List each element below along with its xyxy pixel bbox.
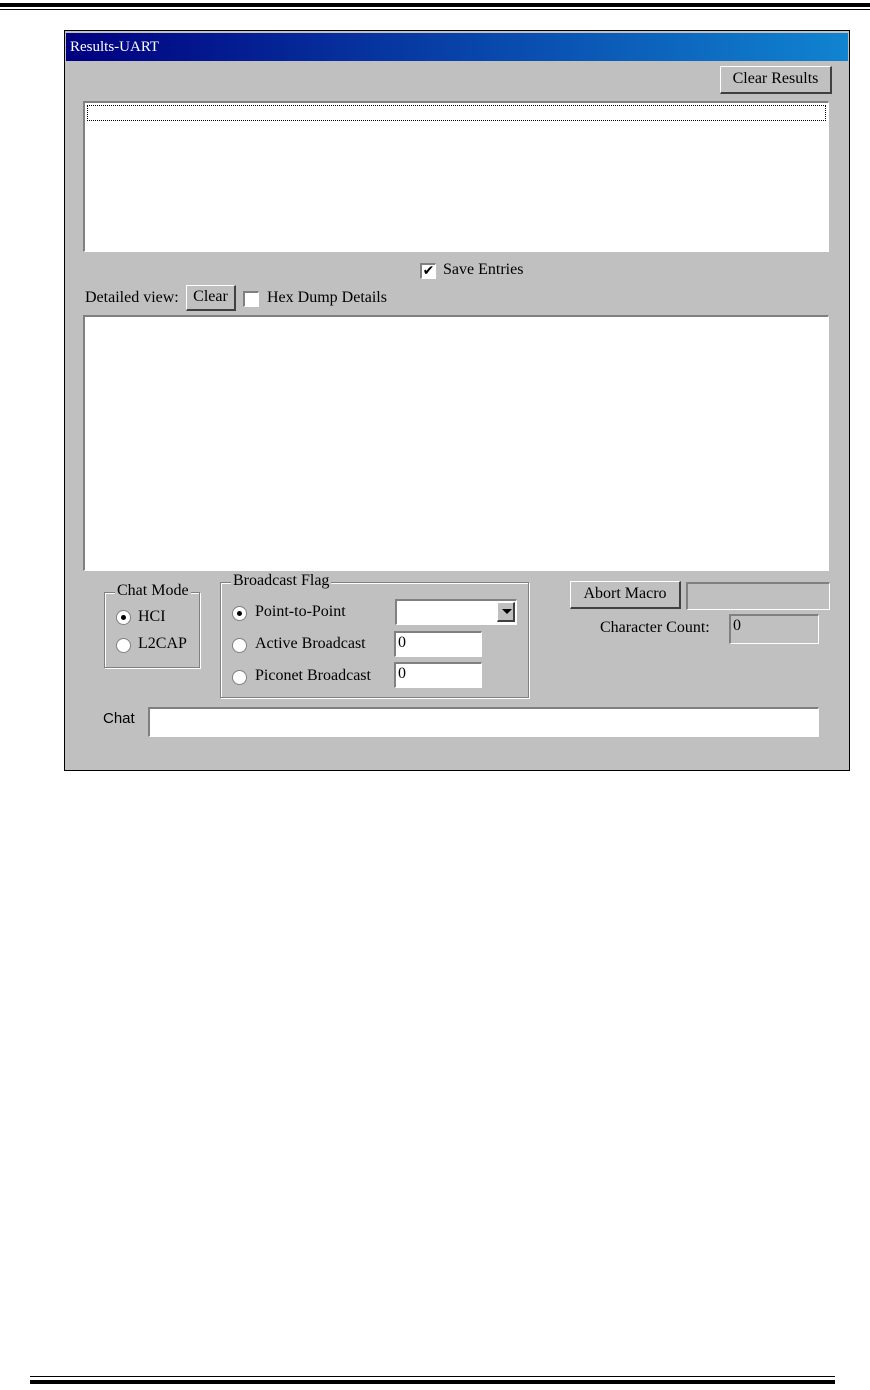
active-broadcast-value: 0 <box>398 634 406 651</box>
chat-mode-group <box>104 592 200 668</box>
chat-label: Chat <box>103 710 135 727</box>
point-to-point-radio[interactable] <box>232 606 247 621</box>
macro-status-field <box>686 582 830 610</box>
footer-rule <box>30 1380 835 1384</box>
active-broadcast-radio[interactable] <box>232 638 247 653</box>
results-list[interactable] <box>83 101 829 252</box>
header-rule <box>0 3 870 7</box>
clear-results-label: Clear Results <box>732 70 819 87</box>
detailed-view-label: Detailed view: <box>85 289 179 306</box>
hex-dump-label: Hex Dump Details <box>267 289 387 306</box>
save-entries-checkbox[interactable] <box>420 263 436 279</box>
results-list-focus-row <box>87 105 826 121</box>
detailed-clear-button[interactable] <box>186 285 236 311</box>
character-count-field <box>729 614 819 644</box>
character-count-value: 0 <box>733 617 741 634</box>
header-rule-thin <box>0 9 870 10</box>
broadcast-flag-title: Broadcast Flag <box>233 572 330 589</box>
title-bar[interactable] <box>66 33 848 61</box>
detailed-clear-label: Clear <box>193 288 228 305</box>
piconet-broadcast-radio[interactable] <box>232 670 247 685</box>
active-broadcast-field[interactable] <box>394 631 482 657</box>
clear-results-button[interactable] <box>720 66 832 94</box>
hci-radio[interactable] <box>116 610 131 625</box>
hex-dump-checkbox[interactable] <box>243 291 259 307</box>
l2cap-label: L2CAP <box>138 635 187 652</box>
piconet-broadcast-value: 0 <box>398 665 406 682</box>
window-title: Results-UART <box>70 39 160 55</box>
chat-input[interactable] <box>148 707 819 737</box>
point-to-point-label: Point-to-Point <box>255 603 346 620</box>
detailed-view-pane[interactable] <box>83 315 829 571</box>
character-count-label: Character Count: <box>600 619 710 636</box>
save-entries-label: Save Entries <box>443 261 524 278</box>
active-broadcast-label: Active Broadcast <box>255 635 366 652</box>
footer-rule-thin <box>30 1376 835 1377</box>
piconet-broadcast-field[interactable] <box>394 662 482 688</box>
results-uart-window <box>64 30 850 771</box>
l2cap-radio[interactable] <box>116 638 131 653</box>
piconet-broadcast-label: Piconet Broadcast <box>255 667 371 684</box>
chat-mode-title: Chat Mode <box>117 582 189 599</box>
hci-label: HCI <box>138 608 166 625</box>
point-to-point-select[interactable] <box>395 599 517 625</box>
abort-macro-button[interactable] <box>570 581 681 609</box>
chevron-down-icon[interactable] <box>497 602 515 622</box>
abort-macro-label: Abort Macro <box>583 585 667 602</box>
checkmark-icon: ✔ <box>422 263 435 279</box>
